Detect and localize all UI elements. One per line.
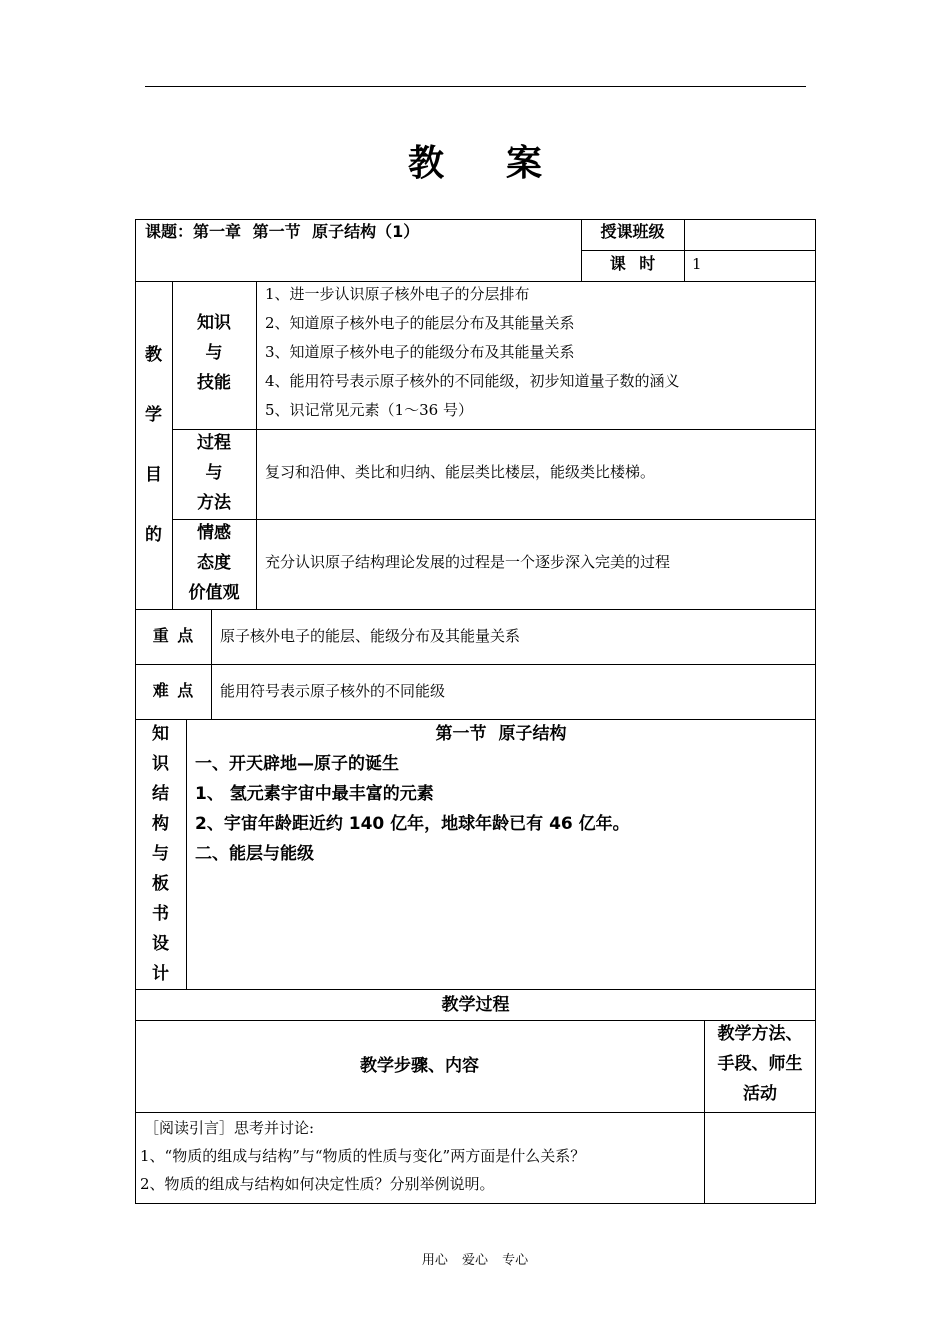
- document-title: 教案: [407, 143, 604, 184]
- list-item: 4、能用符号表示原子核外的不同能级，初步知道量子数的涵义: [265, 372, 680, 390]
- page-footer: 用心 爱心 专心: [421, 1253, 529, 1268]
- list-item: 二、能层与能级: [195, 844, 314, 864]
- difficulty-label: 难 点: [152, 681, 194, 700]
- teaching-process-title: 教学过程: [441, 995, 510, 1015]
- board-design-heading: 第一节 原子结构: [435, 724, 567, 744]
- header-rule: [145, 86, 806, 87]
- key-point-text: 原子核外电子的能层、能级分布及其能量关系: [220, 627, 521, 645]
- board-design-label: 知 识 结 构 与 板 书 设 计: [152, 724, 169, 984]
- class-label: 授课班级: [600, 222, 665, 241]
- difficulty-text: 能用符号表示原子核外的不同能级: [220, 682, 446, 700]
- list-item: 2、物质的组成与结构如何决定性质？分别举例说明。: [140, 1175, 495, 1193]
- knowledge-skills-list: [265, 280, 810, 425]
- key-point-label: 重 点: [152, 626, 194, 645]
- emotion-values-text: 充分认识原子结构理论发展的过程是一个逐步深入完美的过程: [265, 553, 671, 571]
- hours-label: 课 时: [609, 254, 656, 273]
- process-methods-text: 复习和沿伸、类比和归纳、能层类比楼层，能级类比楼梯。: [265, 463, 656, 481]
- list-item: 5、识记常见元素（1～36 号）: [265, 401, 473, 419]
- intro-prompt: 思考并讨论:: [234, 1119, 315, 1137]
- list-item: 1、进一步认识原子核外电子的分层排布: [265, 285, 530, 303]
- lesson-topic: 课题：第一章 第一节 原子结构（1）: [145, 222, 420, 241]
- intro-tag: ［阅读引言］: [144, 1119, 235, 1137]
- methods-header: 教学方法、 手段、师生 活动: [717, 1024, 803, 1104]
- objectives-label: 教 学 目 的: [145, 345, 162, 545]
- emotion-values-label: 情感 态度 价值观: [188, 523, 240, 603]
- list-item: 3、知道原子核外电子的能级分布及其能量关系: [265, 343, 575, 361]
- process-methods-label: 过程 与 方法: [197, 433, 231, 513]
- knowledge-skills-label: 知识 与 技能: [197, 313, 231, 393]
- steps-header: 教学步骤、内容: [360, 1056, 479, 1076]
- hours-value: 1: [692, 255, 702, 273]
- list-item: 2、宇宙年龄距近约 140 亿年，地球年龄已有 46 亿年。: [195, 814, 630, 834]
- list-item: 2、知道原子核外电子的能层分布及其能量关系: [265, 314, 575, 332]
- reading-intro: [140, 1114, 700, 1198]
- list-item: 1、 氢元素宇宙中最丰富的元素: [195, 784, 434, 804]
- board-design-content: [195, 749, 810, 869]
- methods-cell: [704, 1112, 816, 1203]
- list-item: 一、开天辟地—原子的诞生: [195, 754, 399, 774]
- list-item: 1、“物质的组成与结构”与“物质的性质与变化”两方面是什么关系？: [140, 1147, 586, 1165]
